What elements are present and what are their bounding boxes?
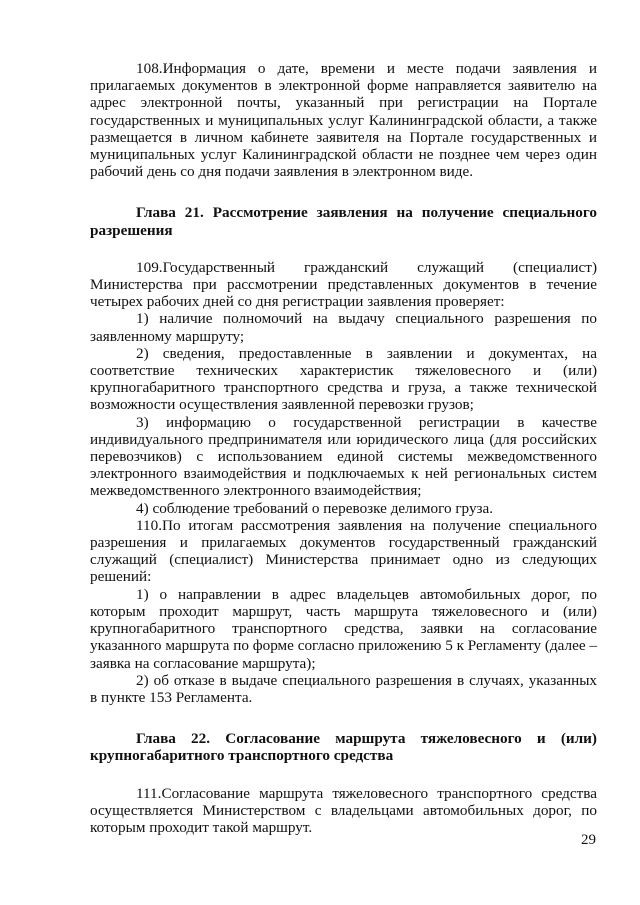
paragraph-109-item-4: 4) соблюдение требований о перевозке делимого груза. bbox=[136, 499, 494, 517]
paragraph-108: 108.Информация о дате, времени и месте подачи заявления и прилагаемых документов в электронной форме направляется заявителю на адрес электронной почты, указанный при регистрации на Портале государственных и муниципальных услуг Калининградской области, а также размещается в личном кабинете заявителя на Портале государственных и муниципальных услуг Калининградской области не позднее чем через один рабочий день со дня подачи заявления в электронном виде. bbox=[90, 60, 597, 181]
paragraph-109: 109.Государственный гражданский служащий (специалист) Министерства при рассмотрении представленных документов в течение четырех рабочих дней со дня регистрации заявления проверяет: bbox=[90, 258, 597, 311]
chapter-22-heading: Глава 22. Согласование маршрута тяжеловесного и (или) крупногабаритного транспортного средства bbox=[90, 730, 597, 765]
paragraph-109-item-2: 2) сведения, предоставленные в заявлении и документах, на соответствие технических характеристик тяжеловесного и (или) крупногабаритного транспортного средства и груза, а также технической возможности осуществления заявленной перевозки грузов; bbox=[90, 344, 597, 414]
paragraph-110-item-1: 1) о направлении в адрес владельцев автомобильных дорог, по которым проходит маршрут, часть маршрута тяжеловесного и (или) крупногабаритного транспортного средства, заявки на согласование указанного маршрута по форме согласно приложению 5 к Регламенту (далее – заявка на согласование маршрута); bbox=[90, 585, 597, 672]
paragraph-111: 111.Согласование маршрута тяжеловесного транспортного средства осуществляется Министерством с владельцами автомобильных дорог, по которым проходит такой маршрут. bbox=[90, 784, 597, 836]
paragraph-109-item-3: 3) информацию о государственной регистрации в качестве индивидуального предпринимателя или юридического лица (для российских перевозчиков) с использованием единой системы межведомственного электронного взаимодействия и подключаемых к ней региональных систем межведомственного электронного взаимодействия; bbox=[90, 413, 597, 500]
document-page bbox=[90, 60, 597, 836]
paragraph-109-item-1: 1) наличие полномочий на выдачу специального разрешения по заявленному маршруту; bbox=[90, 310, 597, 345]
paragraph-110-item-2: 2) об отказе в выдаче специального разрешения в случаях, указанных в пункте 153 Регламента. bbox=[90, 671, 597, 706]
chapter-21-heading: Глава 21. Рассмотрение заявления на получение специального разрешения bbox=[90, 204, 597, 239]
paragraph-110: 110.По итогам рассмотрения заявления на получение специального разрешения и прилагаемых документов государственный гражданский служащий (специалист) Министерства принимает одно из следующих решений: bbox=[90, 516, 597, 586]
page-number: 29 bbox=[581, 832, 596, 848]
